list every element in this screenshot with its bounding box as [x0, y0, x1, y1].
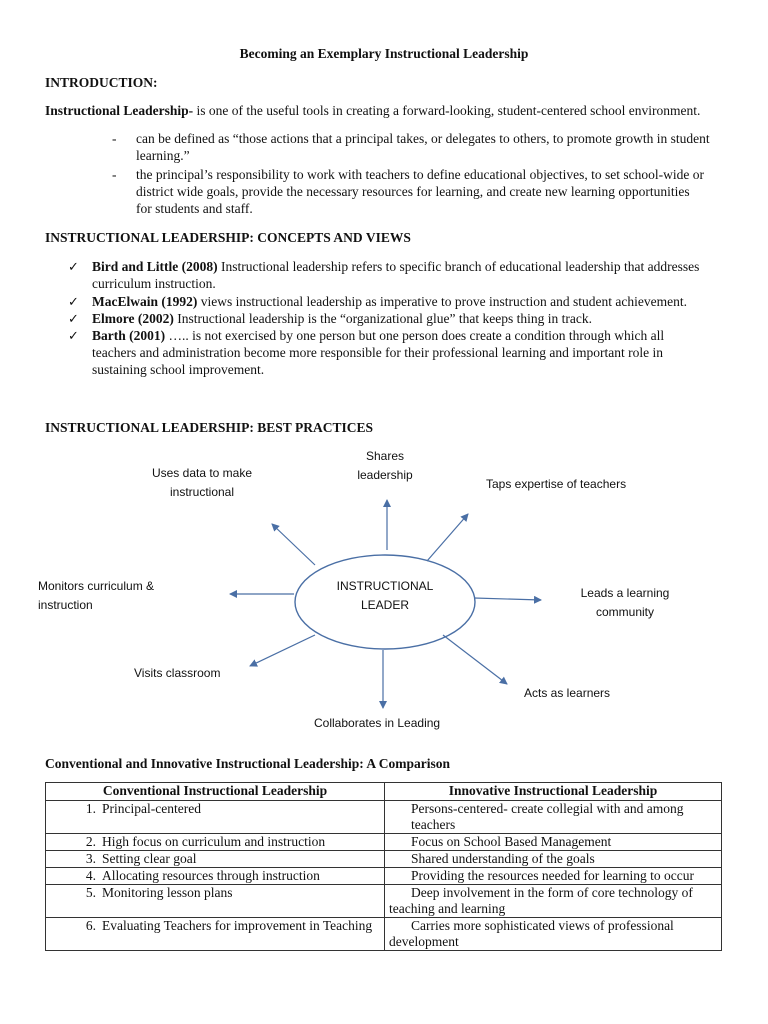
concept-item	[92, 327, 732, 378]
table-cell: 4. Allocating resources through instruction	[46, 868, 385, 885]
table-cell: Carries more sophisticated views of professional development	[385, 918, 722, 951]
dash-line: the principal’s responsibility to work with teachers to define educational objectives, to set school-wide or	[136, 167, 704, 182]
practices-heading: INSTRUCTIONAL LEADERSHIP: BEST PRACTICES	[45, 420, 373, 435]
dash-line: learning.”	[136, 148, 190, 163]
table-cell: 2. High focus on curriculum and instruction	[46, 834, 385, 851]
comparison-table	[45, 782, 722, 951]
label-acts: Acts as learners	[524, 686, 611, 700]
label-visits: Visits classroom	[134, 666, 221, 680]
intro-text: is one of the useful tools in creating a forward-looking, student-centered school environment.	[193, 103, 701, 118]
page-title: Becoming an Exemplary Instructional Leadership	[239, 46, 529, 61]
column-header: Conventional Instructional Leadership	[46, 783, 385, 801]
arrow-uses-data	[272, 524, 315, 565]
check-icon: ✓	[68, 294, 79, 309]
label-uses-data: Uses data to make instructional	[151, 466, 253, 499]
intro-term: Instructional Leadership-	[45, 103, 194, 118]
table-cell: 1. Principal-centered	[46, 801, 385, 834]
intro-heading: INTRODUCTION:	[45, 75, 158, 90]
comparison-heading: Conventional and Innovative Instructional Leadership: A Comparison	[45, 756, 451, 771]
dash-line: can be defined as “those actions that a principal takes, or delegates to others, to promote growth in student	[136, 131, 710, 146]
concept-item	[92, 310, 732, 327]
check-icon: ✓	[68, 328, 79, 343]
dash-item	[136, 130, 736, 164]
concept-author: Elmore (2002)	[92, 311, 174, 326]
table-cell: Deep involvement in the form of core technology of teaching and learning	[385, 885, 722, 918]
concept-text: curriculum instruction.	[92, 276, 216, 291]
label-shares: Shares leadership	[357, 449, 413, 482]
intro-paragraph	[45, 102, 745, 119]
concept-item	[92, 293, 732, 310]
table-cell: 5. Monitoring lesson plans	[46, 885, 385, 918]
concept-text: teachers and administration become more responsible for their professional learning and important role in	[92, 345, 663, 360]
center-label: INSTRUCTIONAL LEADER	[336, 579, 434, 612]
arrow-acts	[443, 635, 507, 684]
label-collaborates: Collaborates in Leading	[314, 716, 441, 730]
concept-author: MacElwain (1992)	[92, 294, 198, 309]
concept-text: Instructional leadership is the “organizational glue” that keeps thing in track.	[173, 311, 592, 326]
concept-text: Instructional leadership refers to specific branch of educational leadership that addresses	[217, 259, 700, 274]
table-row	[46, 918, 722, 951]
dash-line: district wide goals, provide the necessary resources for learning, and create new learning opportunities	[136, 184, 690, 199]
check-icon: ✓	[68, 259, 79, 274]
arrow-taps	[427, 514, 468, 561]
dash-mark: -	[112, 167, 117, 182]
table-cell: Persons-centered- create collegial with and among teachers	[385, 801, 722, 834]
table-row	[46, 801, 722, 834]
table-row	[46, 868, 722, 885]
concepts-heading: INSTRUCTIONAL LEADERSHIP: CONCEPTS AND VIEWS	[45, 230, 411, 245]
column-header: Innovative Instructional Leadership	[385, 783, 722, 801]
table-header-row	[46, 783, 722, 801]
concept-text: sustaining school improvement.	[92, 362, 265, 377]
concept-text: views instructional leadership as imperative to prove instruction and student achievement.	[197, 294, 687, 309]
dash-line: for students and staff.	[136, 201, 253, 216]
arrow-visits	[250, 635, 315, 666]
concept-item	[92, 258, 732, 292]
table-cell: Focus on School Based Management	[385, 834, 722, 851]
label-monitors: Monitors curriculum & instruction	[38, 579, 155, 612]
table-cell: 6. Evaluating Teachers for improvement in Teaching	[46, 918, 385, 951]
dash-mark: -	[112, 131, 117, 146]
label-leads: Leads a learning community	[580, 586, 670, 619]
table-row	[46, 851, 722, 868]
arrow-leads	[474, 598, 541, 600]
check-icon: ✓	[68, 311, 79, 326]
table-cell: Providing the resources needed for learning to occur	[385, 868, 722, 885]
concept-text: ….. is not exercised by one person but one person does create a condition through which all	[165, 328, 665, 343]
table-cell: 3. Setting clear goal	[46, 851, 385, 868]
table-row	[46, 834, 722, 851]
concept-author: Barth (2001)	[92, 328, 166, 343]
table-cell: Shared understanding of the goals	[385, 851, 722, 868]
dash-item	[136, 166, 736, 217]
label-taps: Taps expertise of teachers	[486, 477, 627, 491]
concept-author: Bird and Little (2008)	[92, 259, 218, 274]
table-row	[46, 885, 722, 918]
